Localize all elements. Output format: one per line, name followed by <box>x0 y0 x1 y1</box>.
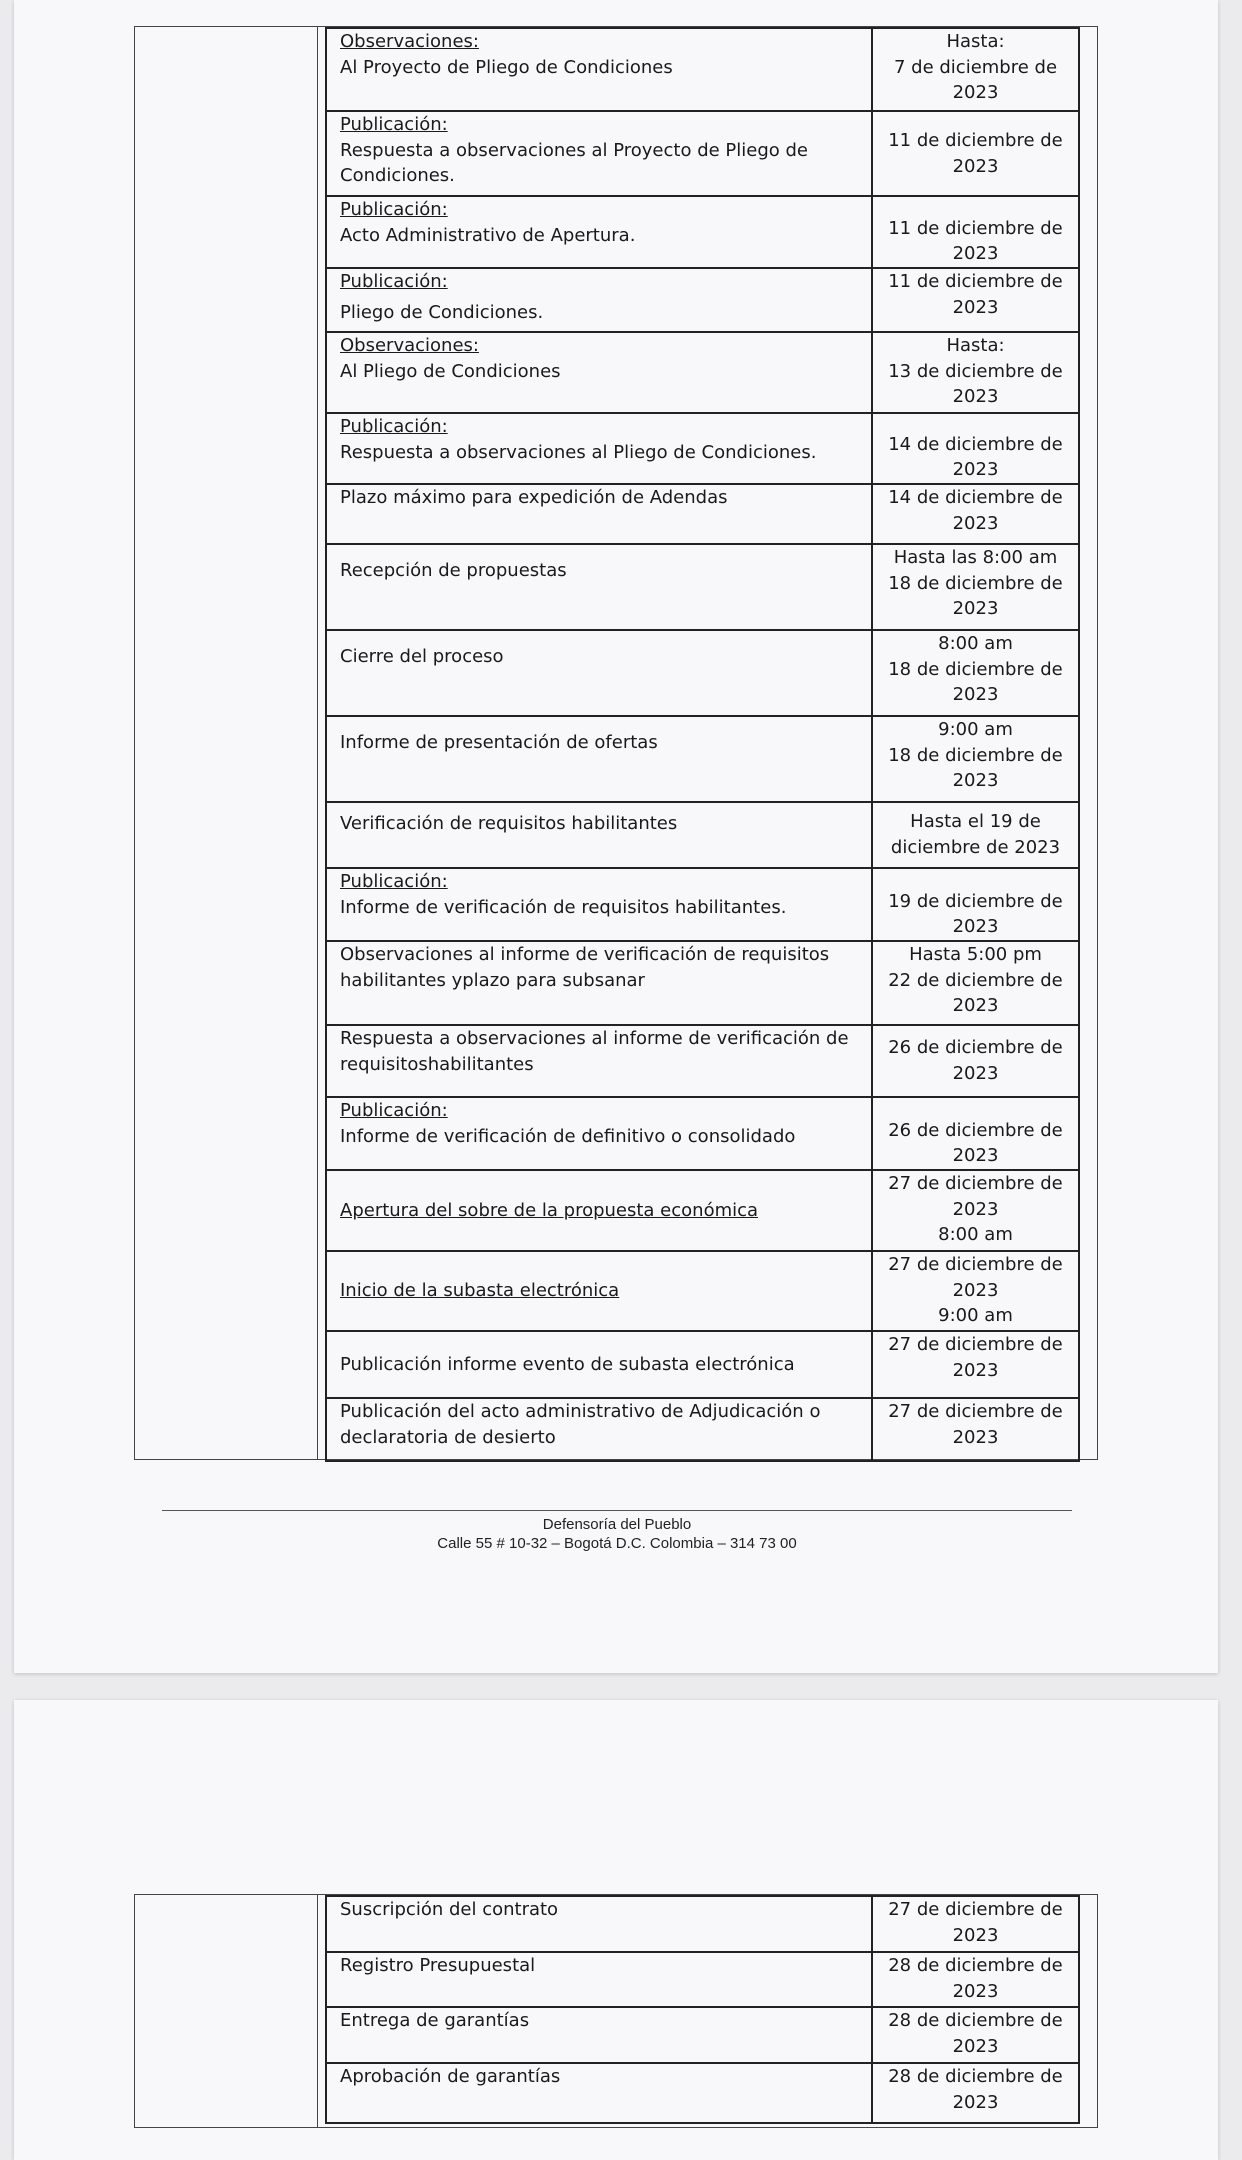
activity-text: Suscripción del contrato <box>340 1899 559 1920</box>
date-cell <box>872 1398 1079 1461</box>
activity-cell <box>326 802 872 868</box>
activity-cell <box>326 630 872 716</box>
schedule-row <box>326 28 1079 111</box>
schedule-row <box>326 1896 1079 1952</box>
schedule-row <box>326 1251 1079 1331</box>
date-line: 2023 <box>952 1198 999 1220</box>
activity-cell <box>326 484 872 544</box>
date-line: 27 de diciembre de <box>888 1334 1063 1355</box>
date-cell <box>872 2007 1079 2063</box>
schedule-table <box>325 27 1080 1462</box>
date-line: 19 de diciembre de <box>888 890 1063 912</box>
date-cell <box>872 1251 1079 1331</box>
date-line: 8:00 am <box>938 1224 1013 1246</box>
activity-cell <box>326 544 872 630</box>
activity-cell <box>326 268 872 332</box>
activity-text: Informe de presentación de ofertas <box>340 732 658 753</box>
schedule-row <box>326 1398 1079 1461</box>
activity-cell <box>326 196 872 268</box>
activity-text: Plazo máximo para expedición de Adendas <box>340 487 728 508</box>
activity-cell <box>326 1097 872 1170</box>
date-line: 11 de diciembre de <box>888 129 1063 151</box>
date-line: 11 de diciembre de <box>888 271 1063 292</box>
activity-text: Al Pliego de Condiciones <box>340 360 561 382</box>
activity-heading: Publicación: <box>340 199 448 220</box>
schedule-row <box>326 1170 1079 1251</box>
date-cell <box>872 332 1079 413</box>
schedule-row <box>326 1952 1079 2007</box>
activity-cell <box>326 1170 872 1251</box>
schedule-row <box>326 2007 1079 2063</box>
date-cell <box>872 28 1079 111</box>
date-cell <box>872 630 1079 716</box>
schedule-row <box>326 484 1079 544</box>
activity-text: Respuesta a observaciones al Proyecto de Pliego de <box>340 139 808 161</box>
date-line: 9:00 am <box>938 719 1013 740</box>
activity-text: Aprobación de garantías <box>340 2066 561 2087</box>
activity-cell <box>326 2007 872 2063</box>
activity-text: Respuesta a observaciones al informe de verificación de <box>340 1028 849 1049</box>
activity-cell <box>326 413 872 484</box>
date-line: 2023 <box>952 2091 999 2113</box>
activity-text: Publicación del acto administrativo de Adjudicación o <box>340 1401 821 1422</box>
activity-text: Cierre del proceso <box>340 646 504 667</box>
activity-text: declaratoria de desierto <box>340 1426 556 1448</box>
schedule-table <box>325 1895 1080 2124</box>
page-footer <box>162 1510 1072 1553</box>
activity-text: Entrega de garantías <box>340 2010 530 2031</box>
schedule-row <box>326 111 1079 196</box>
date-line: 2023 <box>952 386 999 408</box>
activity-cell <box>326 1331 872 1398</box>
date-line: 2023 <box>952 459 999 481</box>
activity-cell <box>326 716 872 802</box>
date-line: 28 de diciembre de <box>888 2010 1063 2031</box>
activity-text: Recepción de propuestas <box>340 560 567 581</box>
schedule-row <box>326 630 1079 716</box>
date-line: Hasta: <box>946 31 1005 52</box>
activity-cell <box>326 941 872 1025</box>
date-cell <box>872 1170 1079 1251</box>
date-line: 2023 <box>952 155 999 177</box>
date-line: 2023 <box>952 1145 999 1167</box>
activity-cell <box>326 1952 872 2007</box>
date-cell <box>872 868 1079 941</box>
activity-text: Publicación informe evento de subasta electrónica <box>340 1353 795 1375</box>
date-line: 2023 <box>952 1426 999 1448</box>
date-line: 2023 <box>952 684 999 706</box>
date-line: 8:00 am <box>938 633 1013 654</box>
date-cell <box>872 941 1079 1025</box>
date-line: 28 de diciembre de <box>888 1955 1063 1976</box>
date-line: 28 de diciembre de <box>888 2066 1063 2087</box>
date-line: 11 de diciembre de <box>888 217 1063 239</box>
activity-cell <box>326 332 872 413</box>
date-line: 2023 <box>952 1063 999 1084</box>
activity-text: Condiciones. <box>340 165 455 187</box>
date-line: 2023 <box>952 770 999 792</box>
date-line: 18 de diciembre de <box>888 658 1063 680</box>
activity-text: Informe de verificación de definitivo o consolidado <box>340 1125 796 1147</box>
activity-cell <box>326 2063 872 2123</box>
date-line: 27 de diciembre de <box>888 1899 1063 1920</box>
date-line: 26 de diciembre de <box>888 1037 1063 1059</box>
date-line: 27 de diciembre de <box>888 1401 1063 1422</box>
date-line: 7 de diciembre de <box>893 56 1058 78</box>
activity-text: Informe de verificación de requisitos habilitantes. <box>340 896 787 918</box>
date-line: 27 de diciembre de <box>888 1254 1063 1275</box>
date-cell <box>872 1097 1079 1170</box>
activity-text: Observaciones al informe de verificación de requisitos <box>340 944 830 965</box>
activity-text: Registro Presupuestal <box>340 1955 536 1976</box>
date-line: Hasta: <box>946 335 1005 356</box>
activity-cell <box>326 868 872 941</box>
date-line: 2023 <box>952 1279 999 1301</box>
activity-text: Apertura del sobre de la propuesta económica <box>340 1199 759 1221</box>
date-line: 9:00 am <box>938 1305 1013 1327</box>
activity-heading: Publicación: <box>340 114 448 135</box>
schedule-row <box>326 1331 1079 1398</box>
activity-text: Al Proyecto de Pliego de Condiciones <box>340 56 673 78</box>
date-cell <box>872 111 1079 196</box>
date-line: 2023 <box>952 1359 999 1381</box>
document-page-1 <box>14 0 1218 1673</box>
date-line: 22 de diciembre de <box>888 969 1063 991</box>
activity-cell <box>326 1251 872 1331</box>
date-line: 13 de diciembre de <box>888 360 1063 382</box>
date-line: Hasta 5:00 pm <box>909 944 1042 965</box>
schedule-row <box>326 196 1079 268</box>
date-line: 2023 <box>952 2035 999 2057</box>
activity-cell <box>326 28 872 111</box>
date-line: 14 de diciembre de <box>888 487 1063 508</box>
activity-cell <box>326 1896 872 1952</box>
schedule-row <box>326 544 1079 630</box>
schedule-row <box>326 1097 1079 1170</box>
date-line: 2023 <box>952 1924 999 1946</box>
schedule-left-cell <box>135 1895 318 2127</box>
date-cell <box>872 413 1079 484</box>
date-line: 2023 <box>952 82 999 104</box>
date-cell <box>872 2063 1079 2123</box>
schedule-row <box>326 1025 1079 1097</box>
schedule-row <box>326 868 1079 941</box>
date-cell <box>872 802 1079 868</box>
date-cell <box>872 716 1079 802</box>
schedule-row <box>326 413 1079 484</box>
date-cell <box>872 268 1079 332</box>
date-cell <box>872 1025 1079 1097</box>
activity-text: Respuesta a observaciones al Pliego de Condiciones. <box>340 441 817 463</box>
activity-text: requisitoshabilitantes <box>340 1053 534 1075</box>
footer-divider <box>162 1510 1072 1511</box>
date-line: 26 de diciembre de <box>888 1119 1063 1141</box>
schedule-row <box>326 268 1079 332</box>
footer-address: Calle 55 # 10-32 – Bogotá D.C. Colombia – 314 73 00 <box>437 1535 797 1552</box>
date-line: 2023 <box>952 512 999 534</box>
schedule-row <box>326 2063 1079 2123</box>
footer-organization: Defensoría del Pueblo <box>542 1516 692 1533</box>
schedule-row <box>326 802 1079 868</box>
document-page-2 <box>14 1700 1218 2160</box>
date-line: 2023 <box>952 243 999 265</box>
activity-heading: Observaciones: <box>340 31 479 52</box>
activity-heading: Publicación: <box>340 871 448 892</box>
date-line: 18 de diciembre de <box>888 572 1063 594</box>
activity-text: Acto Administrativo de Apertura. <box>340 224 636 246</box>
activity-cell <box>326 1025 872 1097</box>
schedule-outer-frame <box>134 26 1098 1460</box>
activity-heading: Publicación: <box>340 1100 448 1121</box>
date-cell <box>872 1952 1079 2007</box>
schedule-row <box>326 941 1079 1025</box>
schedule-left-cell <box>135 27 318 1459</box>
date-cell <box>872 1331 1079 1398</box>
activity-text: Verificación de requisitos habilitantes <box>340 813 678 834</box>
date-line: 2023 <box>952 1980 999 2002</box>
date-cell <box>872 1896 1079 1952</box>
activity-text: habilitantes yplazo para subsanar <box>340 969 645 991</box>
date-line: 2023 <box>952 916 999 938</box>
activity-cell <box>326 1398 872 1461</box>
date-line: 2023 <box>952 296 999 318</box>
date-line: Hasta las 8:00 am <box>893 547 1058 568</box>
date-cell <box>872 484 1079 544</box>
activity-heading: Publicación: <box>340 271 448 292</box>
date-cell <box>872 544 1079 630</box>
activity-cell <box>326 111 872 196</box>
activity-text: Pliego de Condiciones. <box>340 301 544 323</box>
activity-heading: Observaciones: <box>340 335 479 356</box>
date-line: diciembre de 2023 <box>890 837 1061 858</box>
schedule-row <box>326 716 1079 802</box>
date-line: 2023 <box>952 995 999 1017</box>
schedule-row <box>326 332 1079 413</box>
date-cell <box>872 196 1079 268</box>
date-line: 27 de diciembre de <box>888 1173 1063 1194</box>
date-line: 14 de diciembre de <box>888 433 1063 455</box>
schedule-outer-frame <box>134 1894 1098 2128</box>
date-line: Hasta el 19 de <box>910 811 1041 833</box>
date-line: 18 de diciembre de <box>888 744 1063 766</box>
activity-text: Inicio de la subasta electrónica <box>340 1280 620 1302</box>
activity-heading: Publicación: <box>340 416 448 437</box>
date-line: 2023 <box>952 598 999 620</box>
